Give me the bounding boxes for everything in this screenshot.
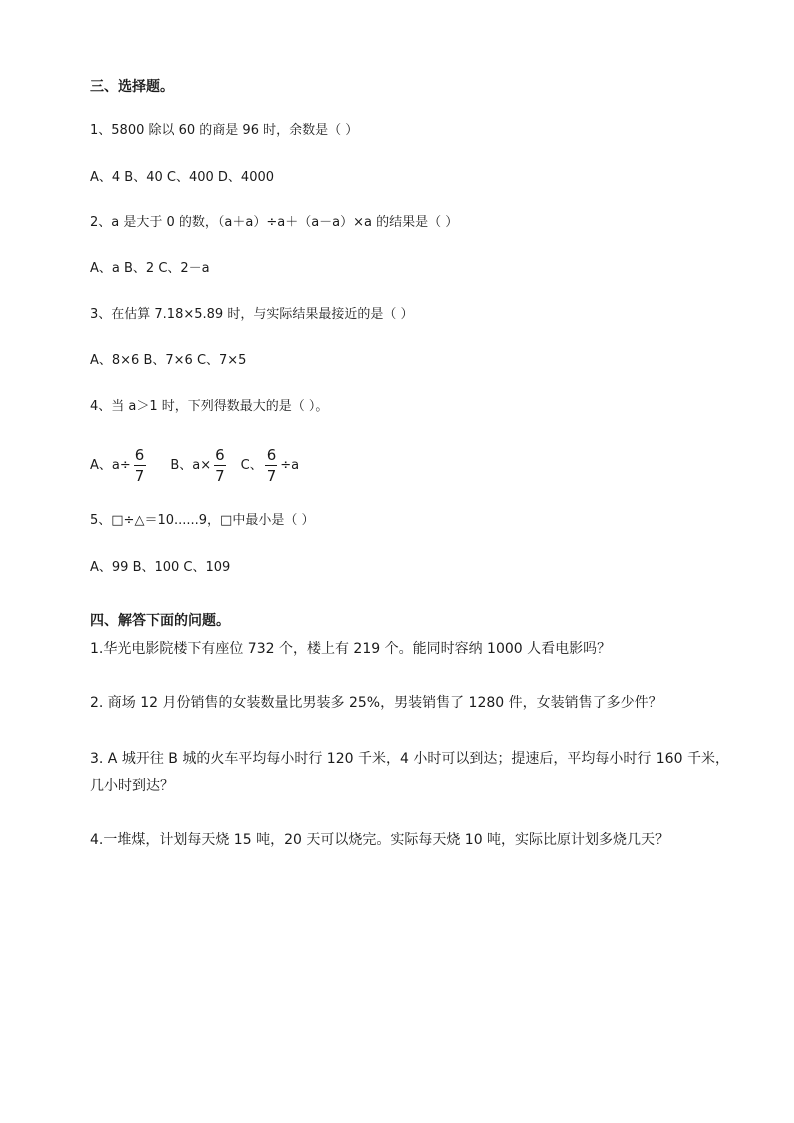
fraction-bar bbox=[134, 465, 146, 466]
question-3: 3、在估算 7.18×5.89 时，与实际结果最接近的是（ ） bbox=[90, 307, 414, 322]
problem-3-line-2: 几小时到达？ bbox=[90, 778, 174, 794]
question-3-options: A、8×6 B、7×6 C、7×5 bbox=[90, 353, 247, 368]
fraction-numerator: 6 bbox=[215, 446, 225, 464]
problem-3-line-1: 3. A 城开往 B 城的火车平均每小时行 120 千米，4 小时可以到达；提速后，平均每小时行 160 千米， bbox=[90, 751, 729, 767]
question-4-options bbox=[90, 446, 299, 485]
question-5: 5、□÷△＝10......9，□中最小是（ ） bbox=[90, 513, 315, 528]
option-c-prefix: C、 bbox=[240, 457, 263, 473]
fraction-numerator: 6 bbox=[266, 446, 277, 464]
question-4-option-c bbox=[241, 446, 299, 485]
option-c-suffix: ÷a bbox=[280, 457, 300, 473]
problem-2: 2. 商场 12 月份销售的女装数量比男装多 25%，男装销售了 1280 件，女装销售了多少件？ bbox=[90, 695, 663, 711]
question-4: 4、当 a＞1 时，下列得数最大的是（ ）。 bbox=[90, 399, 329, 414]
fraction-six-sevenths bbox=[213, 446, 227, 485]
section-4-heading: 四、解答下面的问题。 bbox=[90, 613, 230, 629]
fraction-six-sevenths bbox=[133, 446, 147, 485]
fraction-bar bbox=[265, 465, 277, 466]
problem-1: 1.华光电影院楼下有座位 732 个，楼上有 219 个。能同时容纳 1000 人看电影吗？ bbox=[90, 641, 612, 657]
fraction-numerator: 6 bbox=[134, 446, 145, 464]
question-5-options: A、99 B、100 C、109 bbox=[90, 560, 231, 575]
question-2-options: A、a B、2 C、2－a bbox=[90, 261, 210, 276]
question-4-option-a bbox=[90, 446, 148, 485]
question-4-option-b bbox=[170, 446, 228, 485]
fraction-denominator: 7 bbox=[266, 467, 277, 485]
option-a-prefix: A、a÷ bbox=[90, 457, 131, 473]
fraction-denominator: 7 bbox=[215, 467, 225, 485]
question-2: 2、a 是大于 0 的数，（a＋a）÷a＋（a－a）×a 的结果是（ ） bbox=[90, 215, 459, 230]
fraction-six-sevenths bbox=[265, 446, 279, 485]
question-1: 1、5800 除以 60 的商是 96 时，余数是（ ） bbox=[90, 123, 359, 138]
fraction-denominator: 7 bbox=[134, 467, 145, 485]
section-3-heading: 三、选择题。 bbox=[90, 79, 174, 95]
fraction-bar bbox=[214, 465, 226, 466]
option-b-prefix: B、a× bbox=[170, 457, 212, 473]
question-1-options: A、4 B、40 C、400 D、4000 bbox=[90, 170, 275, 185]
problem-4: 4.一堆煤，计划每天烧 15 吨，20 天可以烧完。实际每天烧 10 吨，实际比原计划多烧几天？ bbox=[90, 832, 670, 848]
